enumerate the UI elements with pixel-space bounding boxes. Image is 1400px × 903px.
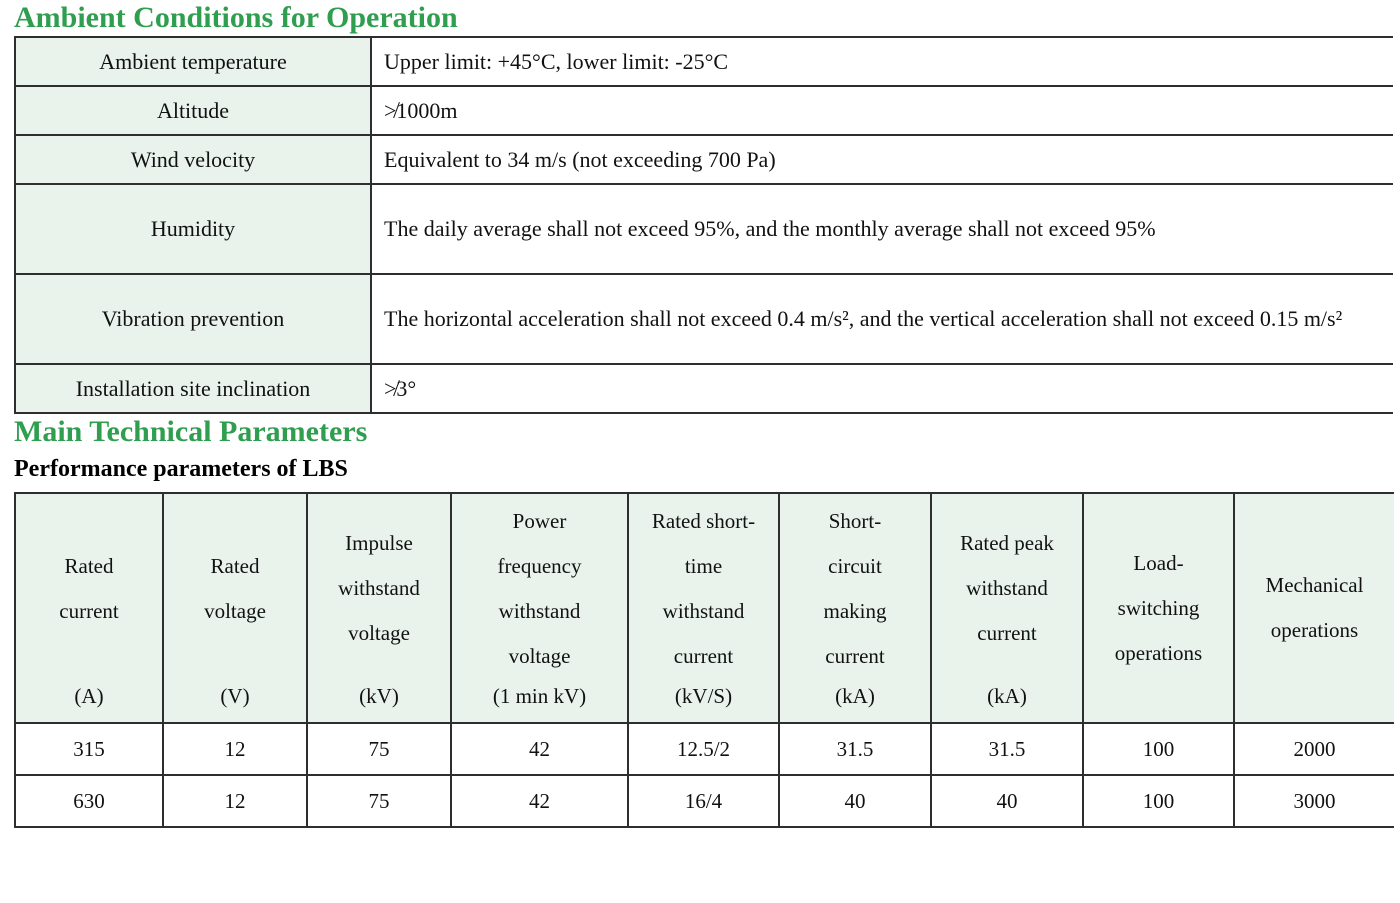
table-row	[15, 364, 1393, 413]
data-cell: 42	[451, 723, 628, 775]
data-cell: 40	[779, 775, 931, 827]
row-label: Altitude	[15, 86, 371, 135]
column-header	[779, 493, 931, 723]
ambient-conditions-title: Ambient Conditions for Operation	[14, 1, 458, 34]
row-value: Equivalent to 34 m/s (not exceeding 700 Pa)	[371, 135, 1393, 184]
row-label: Vibration prevention	[15, 274, 371, 364]
column-unit: (kV/S)	[674, 684, 733, 708]
column-header	[163, 493, 307, 723]
row-value: The horizontal acceleration shall not exceed 0.4 m/s², and the vertical acceleration shall not exceed 0.15 m/s²	[371, 274, 1393, 364]
column-name: Rated peak withstand current	[960, 531, 1054, 645]
data-cell: 3000	[1234, 775, 1394, 827]
table-row	[15, 184, 1393, 274]
row-value: ≯1000m	[371, 86, 1393, 135]
performance-parameters-subtitle: Performance parameters of LBS	[14, 456, 348, 482]
column-unit: (V)	[220, 684, 250, 708]
row-label: Installation site inclination	[15, 364, 371, 413]
row-label: Wind velocity	[15, 135, 371, 184]
column-unit: (kV)	[359, 684, 399, 708]
ambient-conditions-table	[14, 36, 1393, 414]
data-cell: 16/4	[628, 775, 779, 827]
data-cell: 100	[1083, 775, 1234, 827]
column-unit: (kA)	[987, 684, 1027, 708]
data-row	[15, 775, 1394, 827]
row-value: The daily average shall not exceed 95%, and the monthly average shall not exceed 95%	[371, 184, 1393, 274]
column-unit: (kA)	[835, 684, 875, 708]
main-technical-parameters-title: Main Technical Parameters	[14, 415, 368, 448]
performance-parameters-table	[14, 492, 1394, 828]
header-row	[15, 493, 1394, 723]
column-name: Rated short-time withstand current	[651, 508, 756, 668]
column-name: Load-switching operations	[1114, 550, 1203, 665]
data-cell: 75	[307, 723, 451, 775]
data-cell: 2000	[1234, 723, 1394, 775]
data-cell: 12	[163, 723, 307, 775]
column-header	[1234, 493, 1394, 723]
table-row	[15, 274, 1393, 364]
column-unit: (1 min kV)	[492, 684, 587, 708]
data-cell: 31.5	[779, 723, 931, 775]
data-cell: 12.5/2	[628, 723, 779, 775]
data-cell: 31.5	[931, 723, 1083, 775]
column-unit: (A)	[74, 684, 104, 708]
column-name: Impulse withstand voltage	[338, 531, 420, 645]
data-cell: 100	[1083, 723, 1234, 775]
data-cell: 12	[163, 775, 307, 827]
column-header	[1083, 493, 1234, 723]
table-row	[15, 37, 1393, 86]
column-header	[931, 493, 1083, 723]
data-cell: 630	[15, 775, 163, 827]
column-name: Rated voltage	[204, 553, 266, 623]
table-row	[15, 135, 1393, 184]
column-name: Mechanical operations	[1265, 573, 1364, 642]
data-cell: 42	[451, 775, 628, 827]
column-header	[15, 493, 163, 723]
row-value: Upper limit: +45°C, lower limit: -25°C	[371, 37, 1393, 86]
row-value: ≯3°	[371, 364, 1393, 413]
data-cell: 315	[15, 723, 163, 775]
data-cell: 40	[931, 775, 1083, 827]
data-cell: 75	[307, 775, 451, 827]
table-row	[15, 86, 1393, 135]
row-label: Humidity	[15, 184, 371, 274]
column-name: Short-circuit making current	[823, 508, 887, 668]
column-header	[307, 493, 451, 723]
column-name: Power frequency withstand voltage	[497, 508, 582, 668]
column-header	[451, 493, 628, 723]
row-label: Ambient temperature	[15, 37, 371, 86]
data-row	[15, 723, 1394, 775]
column-header	[628, 493, 779, 723]
column-name: Rated current	[59, 553, 119, 623]
